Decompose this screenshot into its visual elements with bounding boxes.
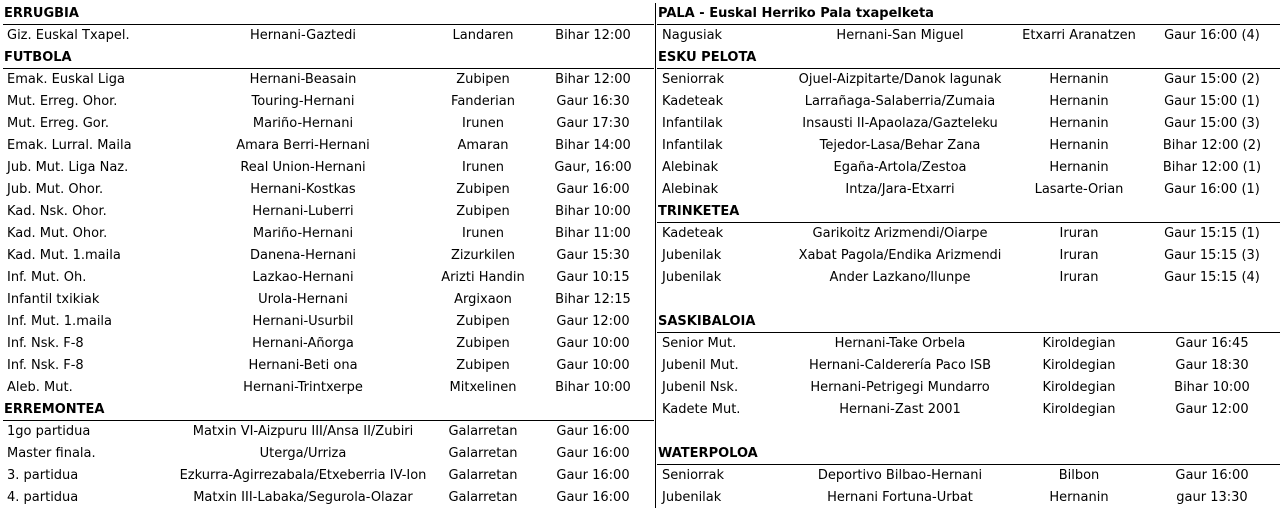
venue-cell: Etxarri Aranatzen [1022, 28, 1136, 43]
time-cell: Gaur 12:00 [1175, 402, 1249, 417]
section-spacer [657, 421, 1280, 443]
venue-cell: Arizti Handin [441, 270, 525, 285]
venue-cell: Galarretan [448, 468, 518, 483]
match-cell: Garikoitz Arizmendi/Oiarpe [812, 226, 988, 241]
category-cell: Mut. Erreg. Ohor. [7, 94, 118, 109]
time-cell: Gaur 16:00 [556, 446, 630, 461]
section-spacer [657, 289, 1280, 311]
category-cell: Infantilak [662, 138, 723, 153]
match-cell: Hernani-Take Orbela [834, 336, 966, 351]
time-cell: Gaur 10:15 [556, 270, 630, 285]
venue-cell: Hernanin [1049, 490, 1109, 505]
schedule-row [657, 355, 1280, 377]
category-cell: Kadeteak [662, 94, 724, 109]
time-cell: Bihar 11:00 [555, 226, 631, 241]
venue-cell: Zubipen [456, 358, 510, 373]
match-cell: Hernani-Beasain [249, 72, 357, 87]
match-cell: Hernani-San Miguel [836, 28, 964, 43]
category-cell: Kad. Mut. Ohor. [7, 226, 108, 241]
venue-cell: Argixaon [454, 292, 512, 307]
match-cell: Matxin VI-Aizpuru III/Ansa II/Zubiri [192, 424, 414, 439]
category-cell: Emak. Lurral. Maila [7, 138, 132, 153]
venue-cell: Zubipen [456, 72, 510, 87]
time-cell: Gaur 15:00 (1) [1164, 94, 1260, 109]
category-cell: Emak. Euskal Liga [7, 72, 125, 87]
venue-cell: Fanderian [451, 94, 515, 109]
venue-cell: Amaran [457, 138, 509, 153]
category-cell: Infantilak [662, 116, 723, 131]
category-cell: Infantil txikiak [7, 292, 100, 307]
venue-cell: Zubipen [456, 314, 510, 329]
category-cell: Inf. Mut. Oh. [7, 270, 87, 285]
section-title-futbola: FUTBOLA [3, 47, 654, 69]
category-cell: Mut. Erreg. Gor. [7, 116, 110, 131]
time-cell: Bihar 14:00 [555, 138, 631, 153]
match-cell: Xabat Pagola/Endika Arizmendi [798, 248, 1002, 263]
category-cell: Alebinak [662, 160, 719, 175]
category-cell: Kadeteak [662, 226, 724, 241]
schedule-row [3, 69, 654, 91]
category-cell: Inf. Mut. 1.maila [7, 314, 113, 329]
schedule-row [657, 91, 1280, 113]
section-title-errugbia: ERRUGBIA [3, 3, 654, 25]
venue-cell: Hernanin [1049, 138, 1109, 153]
time-cell: Gaur 16:00 [556, 490, 630, 505]
category-cell: Kadete Mut. [662, 402, 741, 417]
time-cell: Bihar 10:00 [1174, 380, 1250, 395]
time-cell: Gaur 18:30 [1175, 358, 1249, 373]
schedule-row [657, 245, 1280, 267]
schedule-row [3, 289, 654, 311]
category-cell: 3. partidua [7, 468, 79, 483]
venue-cell: Hernanin [1049, 160, 1109, 175]
venue-cell: Zizurkilen [451, 248, 515, 263]
venue-cell: Landaren [452, 28, 514, 43]
match-cell: Hernani-Zast 2001 [839, 402, 961, 417]
schedule-row [657, 25, 1280, 47]
time-cell: Gaur 15:00 (3) [1164, 116, 1260, 131]
schedule-row [657, 223, 1280, 245]
category-cell: Jubenil Mut. [662, 358, 739, 373]
venue-cell: Hernanin [1049, 116, 1109, 131]
time-cell: Bihar 12:15 [555, 292, 631, 307]
match-cell: Hernani-Luberri [252, 204, 354, 219]
category-cell: Jubenilak [662, 248, 722, 263]
schedule-row [3, 91, 654, 113]
schedule-row [3, 201, 654, 223]
time-cell: Bihar 10:00 [555, 204, 631, 219]
time-cell: Gaur 15:00 (2) [1164, 72, 1260, 87]
time-cell: Gaur 16:00 [1175, 468, 1249, 483]
category-cell: 4. partidua [7, 490, 79, 505]
match-cell: Danena-Hernani [249, 248, 357, 263]
schedule-row [3, 487, 654, 509]
match-cell: Hernani-Añorga [252, 336, 354, 351]
venue-cell: Galarretan [448, 446, 518, 461]
section-title-pala-euskal-herriko-pala-txapelketa: PALA - Euskal Herriko Pala txapelketa [657, 3, 1280, 25]
match-cell: Hernani-Usurbil [252, 314, 354, 329]
time-cell: Gaur 15:15 (4) [1164, 270, 1260, 285]
match-cell: Hernani-Gaztedi [250, 28, 356, 43]
schedule-row [657, 399, 1280, 421]
venue-cell: Iruran [1059, 226, 1099, 241]
venue-cell: Lasarte-Orian [1034, 182, 1124, 197]
time-cell: Bihar 12:00 [555, 72, 631, 87]
schedule-row [3, 179, 654, 201]
category-cell: Aleb. Mut. [7, 380, 73, 395]
venue-cell: Galarretan [448, 490, 518, 505]
match-cell: Real Union-Hernani [240, 160, 366, 175]
match-cell: Uterga/Urriza [259, 446, 347, 461]
column-divider [655, 3, 656, 508]
match-cell: Matxin III-Labaka/Segurola-Olazar [193, 490, 413, 505]
category-cell: Jubenilak [662, 490, 722, 505]
schedule-row [3, 333, 654, 355]
schedule-row [3, 113, 654, 135]
schedule-row [657, 487, 1280, 509]
right-schedule-column [657, 3, 1280, 509]
category-cell: Inf. Nsk. F-8 [7, 358, 84, 373]
time-cell: Gaur 12:00 [556, 314, 630, 329]
time-cell: Gaur 17:30 [556, 116, 630, 131]
schedule-row [657, 267, 1280, 289]
schedule-row [657, 135, 1280, 157]
section-title-esku-pelota: ESKU PELOTA [657, 47, 1280, 69]
match-cell: Ezkurra-Agirrezabala/Etxeberria IV-Ion [179, 468, 427, 483]
category-cell: Seniorrak [662, 468, 725, 483]
section-title-saskibaloia: SASKIBALOIA [657, 311, 1280, 333]
match-cell: Hernani-Petrigegi Mundarro [810, 380, 990, 395]
category-cell: Jub. Mut. Liga Naz. [7, 160, 129, 175]
match-cell: Larrañaga-Salaberria/Zumaia [804, 94, 996, 109]
time-cell: Gaur, 16:00 [554, 160, 632, 175]
match-cell: Hernani-Kostkas [250, 182, 356, 197]
match-cell: Deportivo Bilbao-Hernani [817, 468, 983, 483]
time-cell: Gaur 16:00 [556, 424, 630, 439]
section-title-waterpoloa: WATERPOLOA [657, 443, 1280, 465]
schedule-row [3, 223, 654, 245]
schedule-row [3, 311, 654, 333]
left-schedule-column [3, 3, 654, 509]
category-cell: Jub. Mut. Ohor. [7, 182, 104, 197]
time-cell: Bihar 12:00 (2) [1162, 138, 1262, 153]
match-cell: Amara Berri-Hernani [236, 138, 370, 153]
category-cell: Kad. Nsk. Ohor. [7, 204, 107, 219]
category-cell: Nagusiak [662, 28, 723, 43]
schedule-row [3, 267, 654, 289]
time-cell: Bihar 12:00 [555, 28, 631, 43]
schedule-row [657, 179, 1280, 201]
time-cell: gaur 13:30 [1176, 490, 1248, 505]
venue-cell: Kiroldegian [1042, 380, 1116, 395]
venue-cell: Kiroldegian [1042, 402, 1116, 417]
time-cell: Gaur 15:30 [556, 248, 630, 263]
schedule-row [3, 377, 654, 399]
time-cell: Gaur 16:30 [556, 94, 630, 109]
match-cell: Hernani-Trintxerpe [243, 380, 363, 395]
schedule-row [657, 113, 1280, 135]
venue-cell: Irunen [462, 226, 504, 241]
section-title-erremontea: ERREMONTEA [3, 399, 654, 421]
time-cell: Bihar 10:00 [555, 380, 631, 395]
match-cell: Hernani-Beti ona [248, 358, 358, 373]
schedule-row [3, 465, 654, 487]
category-cell: Kad. Mut. 1.maila [7, 248, 121, 263]
schedule-row [3, 135, 654, 157]
time-cell: Gaur 16:45 [1175, 336, 1249, 351]
match-cell: Mariño-Hernani [252, 116, 354, 131]
venue-cell: Iruran [1059, 248, 1099, 263]
venue-cell: Mitxelinen [449, 380, 517, 395]
schedule-row [3, 245, 654, 267]
time-cell: Gaur 15:15 (3) [1164, 248, 1260, 263]
category-cell: Senior Mut. [662, 336, 737, 351]
schedule-row [657, 377, 1280, 399]
match-cell: Mariño-Hernani [252, 226, 354, 241]
match-cell: Touring-Hernani [251, 94, 355, 109]
match-cell: Intza/Jara-Etxarri [845, 182, 955, 197]
venue-cell: Irunen [462, 116, 504, 131]
match-cell: Insausti II-Apaolaza/Gazteleku [802, 116, 998, 131]
match-cell: Ander Lazkano/Ilunpe [829, 270, 971, 285]
schedule-row [3, 421, 654, 443]
time-cell: Gaur 16:00 [556, 468, 630, 483]
venue-cell: Hernanin [1049, 94, 1109, 109]
category-cell: Alebinak [662, 182, 719, 197]
category-cell: Jubenilak [662, 270, 722, 285]
schedule-row [3, 443, 654, 465]
venue-cell: Iruran [1059, 270, 1099, 285]
venue-cell: Zubipen [456, 336, 510, 351]
venue-cell: Galarretan [448, 424, 518, 439]
category-cell: Master finala. [7, 446, 96, 461]
match-cell: Hernani-Calderería Paco ISB [808, 358, 992, 373]
match-cell: Hernani Fortuna-Urbat [827, 490, 973, 505]
category-cell: 1go partidua [7, 424, 91, 439]
category-cell: Inf. Nsk. F-8 [7, 336, 84, 351]
time-cell: Gaur 10:00 [556, 336, 630, 351]
schedule-row [657, 157, 1280, 179]
time-cell: Gaur 15:15 (1) [1164, 226, 1260, 241]
match-cell: Ojuel-Aizpitarte/Danok lagunak [798, 72, 1002, 87]
time-cell: Gaur 16:00 [556, 182, 630, 197]
schedule-row [657, 333, 1280, 355]
venue-cell: Zubipen [456, 182, 510, 197]
match-cell: Egaña-Artola/Zestoa [833, 160, 967, 175]
schedule-row [3, 355, 654, 377]
category-cell: Jubenil Nsk. [662, 380, 739, 395]
venue-cell: Irunen [462, 160, 504, 175]
venue-cell: Kiroldegian [1042, 358, 1116, 373]
venue-cell: Zubipen [456, 204, 510, 219]
venue-cell: Kiroldegian [1042, 336, 1116, 351]
schedule-row [3, 25, 654, 47]
schedule-row [657, 465, 1280, 487]
time-cell: Gaur 10:00 [556, 358, 630, 373]
time-cell: Gaur 16:00 (1) [1164, 182, 1260, 197]
schedule-row [3, 157, 654, 179]
category-cell: Giz. Euskal Txapel. [7, 28, 130, 43]
venue-cell: Hernanin [1049, 72, 1109, 87]
match-cell: Tejedor-Lasa/Behar Zana [819, 138, 981, 153]
category-cell: Seniorrak [662, 72, 725, 87]
match-cell: Lazkao-Hernani [252, 270, 354, 285]
match-cell: Urola-Hernani [258, 292, 348, 307]
time-cell: Gaur 16:00 (4) [1164, 28, 1260, 43]
schedule-row [657, 69, 1280, 91]
venue-cell: Bilbon [1058, 468, 1100, 483]
section-title-trinketea: TRINKETEA [657, 201, 1280, 223]
time-cell: Bihar 12:00 (1) [1162, 160, 1262, 175]
